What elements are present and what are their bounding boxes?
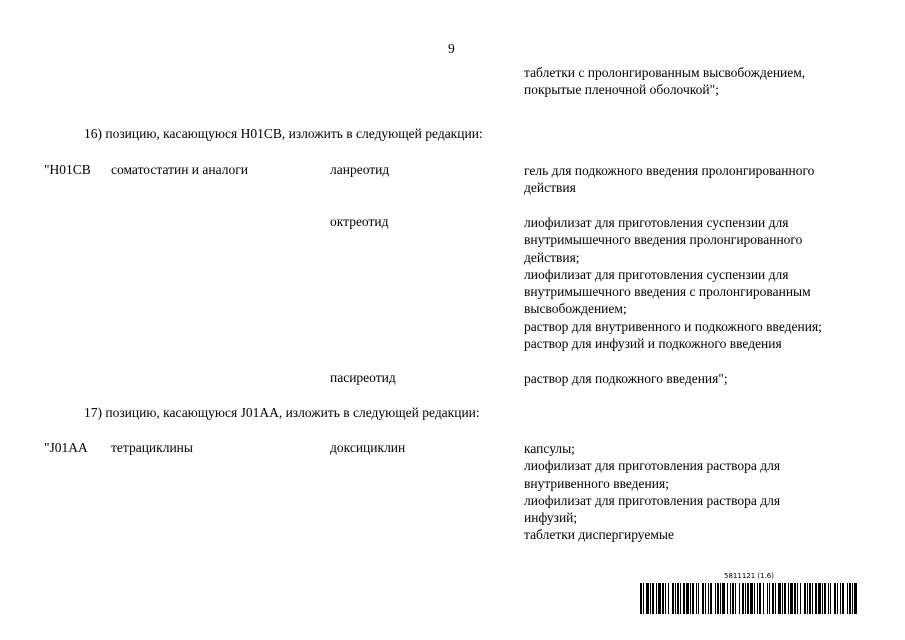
barcode-bar bbox=[857, 583, 858, 614]
dosage-form-line: лиофилизат для приготовления раствора для bbox=[524, 492, 781, 508]
group-name-somatostatin: соматостатин и аналоги bbox=[111, 162, 248, 177]
dosage-form-line: лиофилизат для приготовления суспензии для bbox=[524, 215, 789, 230]
dosage-form-line: высвобождением; bbox=[524, 301, 627, 317]
section-16-heading: 16) позицию, касающуюся H01CB, изложить в следующей редакции: bbox=[84, 126, 483, 141]
dosage-forms-octreotide bbox=[524, 214, 822, 352]
dosage-form-line: раствор для внутривенного и подкожного введения; bbox=[524, 318, 822, 334]
page-number: 9 bbox=[448, 41, 455, 56]
dosage-form-line: раствор для подкожного введения"; bbox=[524, 371, 728, 386]
drug-name-pasireotide: пасиреотид bbox=[330, 370, 396, 385]
barcode-label: 5811121 (1.6) bbox=[724, 572, 774, 580]
group-name-tetracyclines: тетрациклины bbox=[111, 440, 193, 455]
continuation-line: покрытые пленочной оболочкой"; bbox=[524, 82, 719, 98]
atc-code-h01cb: "H01CB bbox=[44, 162, 91, 177]
dosage-form-line: капсулы; bbox=[524, 441, 575, 456]
dosage-forms-lanreotide bbox=[524, 162, 814, 197]
drug-name-doxycycline: доксициклин bbox=[330, 440, 406, 455]
atc-code-j01aa: "J01AA bbox=[44, 440, 88, 455]
barcode bbox=[640, 583, 858, 614]
dosage-form-line: лиофилизат для приготовления раствора для bbox=[524, 458, 781, 474]
dosage-form-line: действия; bbox=[524, 249, 580, 265]
continuation-line: таблетки с пролонгированным высвобождением, bbox=[524, 65, 806, 80]
drug-name-octreotide: октреотид bbox=[330, 214, 389, 229]
dosage-form-line: гель для подкожного введения пролонгированного bbox=[524, 163, 815, 178]
drug-name-lanreotide: ланреотид bbox=[330, 162, 390, 177]
dosage-form-line: раствор для инфузий и подкожного введения bbox=[524, 336, 782, 352]
dosage-form-line: действия bbox=[524, 180, 576, 196]
dosage-forms-doxycycline bbox=[524, 440, 780, 544]
dosage-form-line: внутримышечного введения пролонгированного bbox=[524, 232, 803, 248]
dosage-form-line: лиофилизат для приготовления суспензии для bbox=[524, 266, 789, 282]
dosage-form-line: инфузий; bbox=[524, 510, 578, 526]
dosage-form-line: таблетки диспергируемые bbox=[524, 527, 674, 543]
dosage-forms-pasireotide bbox=[524, 370, 728, 387]
dosage-form-line: внутримышечного введения с пролонгированным bbox=[524, 284, 811, 300]
continuation-block bbox=[524, 64, 805, 99]
section-17-heading: 17) позицию, касающуюся J01AA, изложить в следующей редакции: bbox=[84, 405, 480, 420]
dosage-form-line: внутривенного введения; bbox=[524, 475, 669, 491]
